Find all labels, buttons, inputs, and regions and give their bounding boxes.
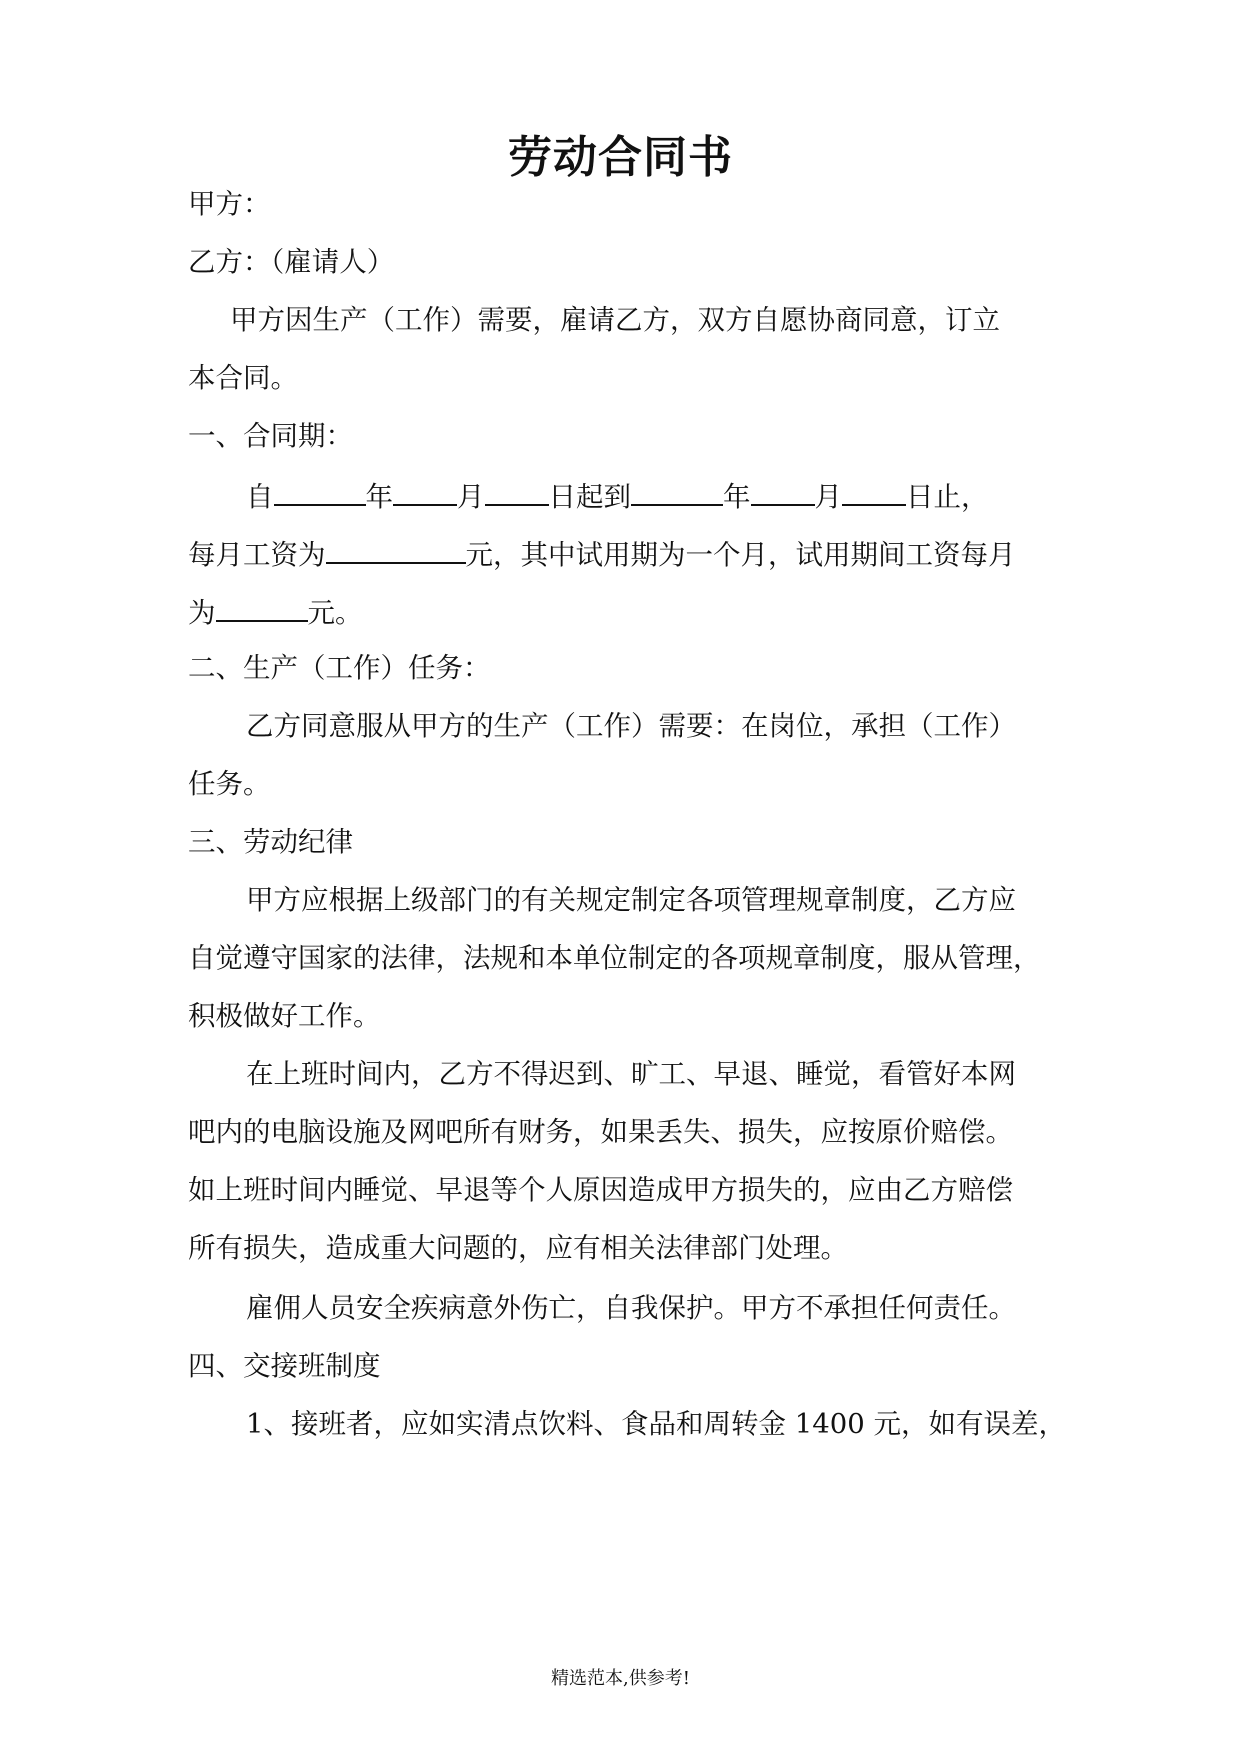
- start-day-blank: [485, 474, 549, 506]
- section-4-heading: 四、交接班制度: [188, 1350, 381, 1382]
- intro-paragraph-line-2: 本合同。: [188, 362, 298, 394]
- task-paragraph-line-1: 乙方同意服从甲方的生产（工作）需要：在岗位，承担（工作）: [246, 710, 1016, 742]
- section-1-heading: 一、合同期：: [188, 420, 353, 452]
- salary-line: [188, 532, 1068, 575]
- salary-suffix: 元，其中试用期为一个月，试用期间工资每月: [465, 539, 1016, 571]
- trial-prefix: 为: [188, 597, 216, 629]
- safety-paragraph: 雇佣人员安全疾病意外伤亡，自我保护。甲方不承担任何责任。: [246, 1292, 1016, 1324]
- end-day-blank: [842, 474, 906, 506]
- duty-paragraph-line-3: 如上班时间内睡觉、早退等个人原因造成甲方损失的，应由乙方赔偿: [188, 1174, 1013, 1206]
- page-footer: 精选范本,供参考!: [551, 1668, 690, 1689]
- monthly-salary-blank: [326, 532, 466, 564]
- term-year-label: 年: [365, 481, 393, 513]
- trial-salary-blank: [216, 590, 308, 622]
- contract-term-line: [246, 474, 1068, 517]
- start-month-blank: [393, 474, 457, 506]
- handover-paragraph-line-1: 1、接班者，应如实清点饮料、食品和周转金 1400 元，如有误差，: [246, 1408, 1066, 1440]
- section-2-heading: 二、生产（工作）任务：: [188, 652, 491, 684]
- end-year-blank: [631, 474, 723, 506]
- party-a-line: 甲方：: [188, 188, 271, 220]
- end-month-blank: [751, 474, 815, 506]
- term-from-label: 自: [246, 481, 274, 513]
- term-start-to-label: 日起到: [548, 481, 631, 513]
- trial-salary-line: [188, 590, 1068, 633]
- discipline-paragraph-line-2: 自觉遵守国家的法律，法规和本单位制定的各项规章制度，服从管理，: [188, 942, 1041, 974]
- term-end-label: 日止，: [906, 481, 989, 513]
- salary-prefix: 每月工资为: [188, 539, 326, 571]
- term-year2-label: 年: [723, 481, 751, 513]
- task-paragraph-line-2: 任务。: [188, 768, 271, 800]
- section-3-heading: 三、劳动纪律: [188, 826, 353, 858]
- duty-paragraph-line-2: 吧内的电脑设施及网吧所有财务，如果丢失、损失，应按原价赔偿。: [188, 1116, 1013, 1148]
- party-b-line: 乙方：（雇请人）: [188, 246, 395, 278]
- term-month-label: 月: [457, 481, 485, 513]
- term-month2-label: 月: [814, 481, 842, 513]
- duty-paragraph-line-1: 在上班时间内，乙方不得迟到、旷工、早退、睡觉，看管好本网: [246, 1058, 1016, 1090]
- document-title: 劳动合同书: [508, 132, 733, 183]
- intro-paragraph-line-1: 甲方因生产（工作）需要，雇请乙方，双方自愿协商同意，订立: [230, 304, 1000, 336]
- discipline-paragraph-line-3: 积极做好工作。: [188, 1000, 381, 1032]
- discipline-paragraph-line-1: 甲方应根据上级部门的有关规定制定各项管理规章制度，乙方应: [246, 884, 1016, 916]
- trial-suffix: 元。: [307, 597, 363, 629]
- start-year-blank: [274, 474, 366, 506]
- duty-paragraph-line-4: 所有损失，造成重大问题的，应有相关法律部门处理。: [188, 1232, 848, 1264]
